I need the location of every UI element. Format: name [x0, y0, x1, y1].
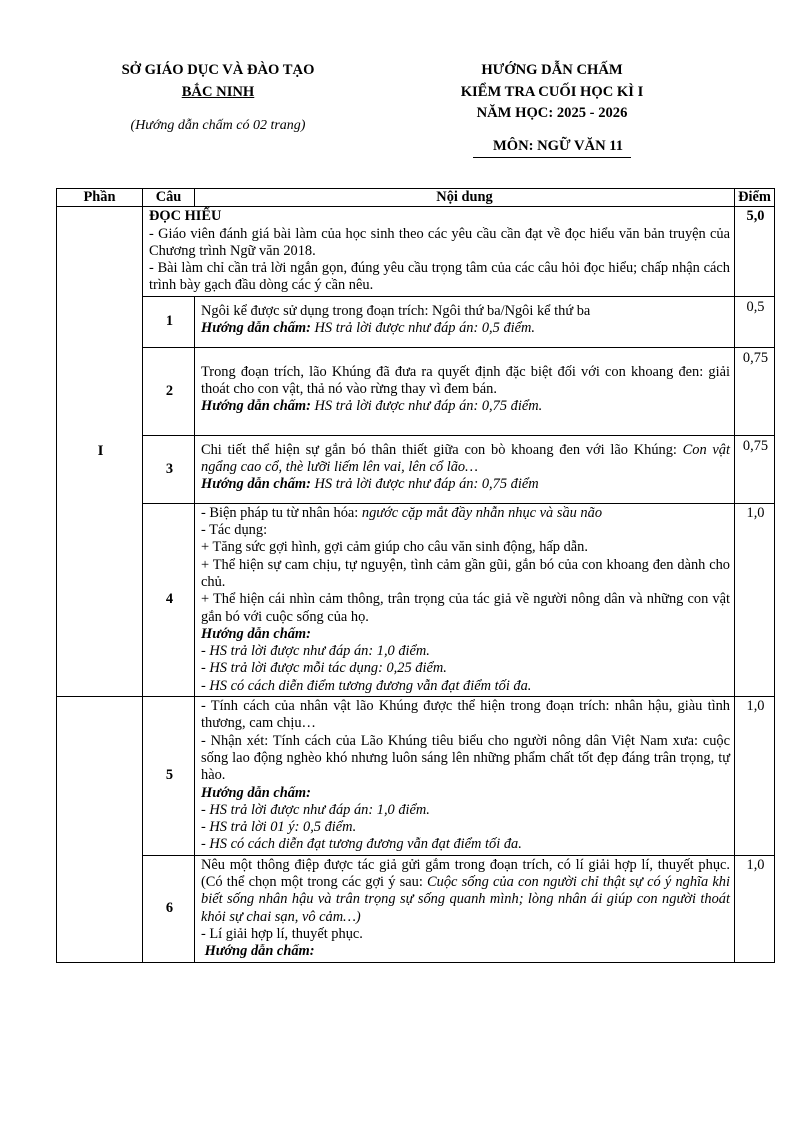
exam-name: KIỂM TRA CUỐI HỌC KÌ I — [460, 83, 644, 100]
school-year: NĂM HỌC: 2025 - 2026 — [476, 105, 628, 121]
answer-text: Nêu một thông điệp được tác giả gửi gắm trong đoạn trích, có lí giải hợp lí, thuyết phục. (Có thể chọn một trong các gợi ý sau: — [201, 856, 730, 891]
guide-label: Hướng dẫn chấm: — [204, 943, 315, 960]
guide-label: Hướng dẫn chấm: — [201, 398, 311, 415]
table-row — [57, 207, 775, 296]
score-cell: 1,0 — [735, 503, 775, 696]
guide-text: - HS có cách diễn đạt tương đương vẫn đạt điểm tối đa. — [201, 836, 522, 853]
question-number: 1 — [143, 296, 195, 347]
col-header-question: Câu — [143, 189, 195, 207]
guide-text: HS trả lời được như đáp án: 0,5 điểm. — [310, 320, 536, 337]
answer-cell — [195, 347, 735, 435]
table-row — [57, 435, 775, 503]
guide-text: - HS trả lời được như đáp án: 1,0 điểm. — [201, 801, 430, 818]
guide-text: HS trả lời được như đáp án: 0,75 điểm — [310, 476, 539, 493]
answer-quote: Con vật ngẩng cao cổ, thè lưỡi liếm lên vai, lên cổ lão… — [201, 441, 731, 476]
question-number: 6 — [143, 855, 195, 962]
guide-text: - HS trả lời được mỗi tác dụng: 0,25 điểm. — [201, 660, 447, 677]
answer-cell — [195, 503, 735, 696]
table-row — [57, 697, 775, 856]
answer-quote: Cuộc sống của con người chỉ thật sự có ý nghĩa khi biết sống nhân hậu và trân trọng sự sống quanh mình; lòng nhân ái giúp con người thoát khỏi sự chai sạn, vô cảm…) — [201, 874, 730, 925]
col-header-score: Điểm — [735, 189, 775, 207]
score-cell: 0,75 — [735, 347, 775, 435]
answer-text: - Tính cách của nhân vật lão Khúng được thể hiện trong đoạn trích: nhân hậu, giàu tình thương, cam chịu… — [201, 698, 730, 732]
answer-text: Ngôi kể được sử dụng trong đoạn trích: Ngôi thứ ba/Ngôi kể thứ ba — [201, 302, 591, 319]
answer-text: + Thể hiện cái nhìn cảm thông, trân trọng của tác giả về người nông dân và những con vật gắn bó với cuộc sống của họ. — [201, 591, 730, 625]
guide-text: - HS có cách diễn điểm tương đương vẫn đạt điểm tối đa. — [201, 677, 532, 694]
score-cell: 5,0 — [735, 207, 775, 296]
guide-text: - HS trả lời được như đáp án: 1,0 điểm. — [201, 643, 430, 660]
guide-text: HS trả lời được như đáp án: 0,75 điểm. — [310, 398, 543, 415]
answer-text: - Lí giải hợp lí, thuyết phục. — [201, 925, 363, 942]
answer-cell — [195, 697, 735, 856]
answer-cell — [195, 435, 735, 503]
guide-label: Hướng dẫn chấm: — [201, 784, 311, 801]
doc-title: HƯỚNG DẪN CHẤM — [481, 62, 623, 78]
answer-text: - Biện pháp tu từ nhân hóa: — [201, 504, 362, 521]
answer-text: + Thể hiện sự cam chịu, tự nguyện, tình cảm gần gũi, gắn bó của con khoang đen dành cho chủ. — [201, 556, 730, 590]
guide-label: Hướng dẫn chấm: — [201, 476, 311, 493]
score-cell: 0,5 — [735, 296, 775, 347]
question-number: 4 — [143, 503, 195, 696]
grading-table — [56, 188, 775, 963]
answer-cell — [195, 296, 735, 347]
col-header-part: Phần — [57, 189, 143, 207]
answer-text: + Tăng sức gợi hình, gợi cảm giúp cho câu văn sinh động, hấp dẫn. — [201, 539, 588, 556]
intro-line: - Bài làm chỉ cần trả lời ngắn gọn, đúng yêu cầu trọng tâm của các câu hỏi đọc hiểu; chấp nhận cách trình bày gạch đầu dòng các ý cần nêu. — [149, 260, 730, 294]
intro-line: - Giáo viên đánh giá bài làm của học sinh theo các yêu cầu cần đạt về đọc hiểu văn bản truyện của Chương trình Ngữ văn 2018. — [149, 225, 730, 259]
header-left — [56, 60, 380, 134]
page-count-note: (Hướng dẫn chấm có 02 trang) — [130, 118, 306, 133]
subject-title: MÔN: NGỮ VĂN 11 — [473, 138, 631, 158]
section-title: ĐỌC HIỂU — [149, 208, 222, 225]
table-row — [57, 347, 775, 435]
score-cell: 1,0 — [735, 697, 775, 856]
table-row — [57, 503, 775, 696]
question-number: 3 — [143, 435, 195, 503]
intro-cell — [143, 207, 735, 296]
table-row — [57, 296, 775, 347]
question-number: 2 — [143, 347, 195, 435]
score-cell: 1,0 — [735, 855, 775, 962]
department-name: SỞ GIÁO DỤC VÀ ĐÀO TẠO — [121, 62, 315, 78]
header-right — [420, 60, 684, 158]
answer-text: - Tác dụng: — [201, 522, 268, 539]
score-cell: 0,75 — [735, 435, 775, 503]
table-row — [57, 855, 775, 962]
question-number: 5 — [143, 697, 195, 856]
col-header-content: Nội dung — [195, 189, 735, 207]
guide-label: Hướng dẫn chấm: — [201, 320, 311, 337]
table-header-row — [57, 189, 775, 207]
answer-quote: ngước cặp mắt đầy nhẫn nhục và sầu não — [361, 504, 603, 521]
answer-cell — [195, 855, 735, 962]
answer-text: - Nhận xét: Tính cách của Lão Khúng tiêu biểu cho người nông dân Việt Nam xưa: cuộc sống lao động nghèo khó nhưng luôn sáng lên những phẩm chất tốt đẹp đáng trân trọng, tự hào. — [201, 732, 730, 784]
answer-text: Trong đoạn trích, lão Khúng đã đưa ra quyết định đặc biệt đối với con khoang đen: giải thoát cho con vật, thả nó vào rừng thay vì đem bán. — [201, 363, 730, 398]
province-name: BẮC NINH — [181, 83, 255, 100]
guide-label: Hướng dẫn chấm: — [201, 625, 311, 642]
part-cell-empty — [57, 697, 143, 962]
guide-text: - HS trả lời 01 ý: 0,5 điểm. — [201, 819, 357, 836]
part-cell: I — [57, 207, 143, 697]
answer-text: Chi tiết thể hiện sự gắn bó thân thiết giữa con bò khoang đen với lão Khúng: — [201, 441, 683, 458]
